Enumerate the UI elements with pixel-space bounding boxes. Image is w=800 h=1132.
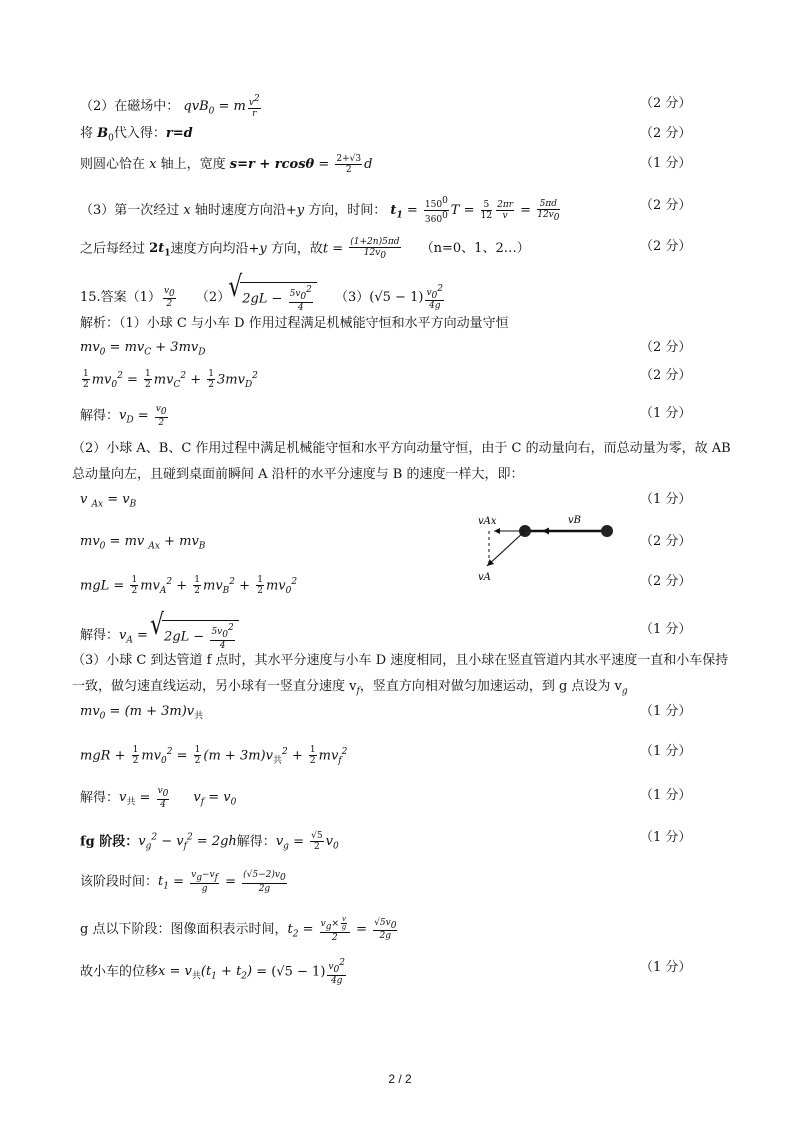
solve-va: 解得：$v_A$ = √ 2gL − $\frac{5v_0^2}{4}$: [80, 620, 640, 651]
score-label: （1 分）: [640, 156, 692, 171]
score-label: （1 分）: [640, 830, 692, 845]
momentum-eq2: $mv_0$ = mv $_{Ax} + mv_B$: [80, 534, 206, 552]
score-label: （2 分）: [640, 574, 692, 589]
page-number: 2 / 2: [388, 1072, 412, 1086]
vb-label: vB: [568, 515, 581, 526]
circle-center-width: 则圆心恰在 x 轴上，宽度 s=r + rcosθ = $\frac{2+√3}{2}$ d: [80, 154, 373, 175]
va-arrow: [487, 531, 525, 566]
score-label: （2 分）: [640, 340, 692, 355]
score-label: （1 分）: [640, 960, 692, 975]
score-label: （2 分）: [640, 534, 692, 549]
energy-eq1: $\frac{1}{2}$ $mv_0^2$ = $\frac{1}{2}$ $mv_C^2$ + $\frac{1}{2}$ $3mv_D^2$: [83, 369, 258, 391]
solve-vshared: 解得：$v_共$ = $\frac{v_0}{4}$ $v_f = v_0$: [80, 786, 237, 810]
analysis-part3: （3）小球 C 到达管道 f 点时，其水平分速度与小车 D 速度相同，且小球在竖直管道内其水平速度一直和小车保持一致，做匀速直线运动，另小球有一竖直分速度 $v_f$，竖直方向相对做匀加速运动，到 g 点设为 $v_g$: [72, 653, 729, 697]
analysis-part1: 解析：（1）小球 C 与小车 D 作用过程满足机械能守恒和水平方向动量守恒: [80, 316, 509, 331]
score-label: （2 分）: [640, 96, 692, 111]
magnetic-field-equation: （2）在磁场中： qvB$_0$ = m $\frac{v^2}{r}$: [80, 94, 260, 119]
solve-vd: 解得：$v_D$ = $\frac{v_0}{2}$: [80, 404, 167, 428]
periodic-time: 之后每经过 $2t_1$速度方向均沿+y 方向，故t = $\frac{(1+2n)5\pi d}{12v_0}$ （n=0、1、2…）: [80, 237, 530, 261]
ball-b: [601, 525, 613, 537]
analysis-part2: （2）小球 A、B、C 作用过程中满足机械能守恒和水平方向动量守恒，由于 C 的动量向右，而总动量为零，故 AB 总动量向左，且碰到桌面前瞬间 A 沿杆的水平分速度与 B 的速度一样大，即：: [72, 441, 731, 482]
substitute-b0: 将 $B_0$代入得：r=d: [80, 126, 193, 144]
score-label: （1 分）: [640, 406, 692, 421]
car-displacement: 故小车的位移$x = v_共(t_1 + t_2) = (√5 - 1)$ $\frac{v_0^2}{4g}$: [80, 958, 345, 986]
score-label: （1 分）: [640, 704, 692, 719]
momentum-eq3: $mv_0 = (m + 3m)v_共$: [80, 704, 204, 722]
score-label: （1 分）: [640, 744, 692, 759]
energy-eq3: mgR + $\frac{1}{2}$ $mv_0^2$ = $\frac{1}{2}$ $(m + 3m)v_共^2$ + $\frac{1}{2}$ $mv_f^2$: [80, 745, 348, 767]
va-label: vA: [478, 572, 491, 583]
vax-label: vAx: [478, 516, 497, 527]
velocity-eq: v $_{Ax} = v_B$: [80, 492, 137, 510]
stage-time-t2: g 点以下阶段：图像面积表示时间，$t_2$ = $v_g\times$ $\frac{v}{g}$ 2 = $\frac{√5v_0}{2g}$: [80, 915, 397, 943]
score-label: （2 分）: [640, 239, 692, 254]
momentum-eq1: $mv_0 = mv_C + 3mv_D$: [80, 340, 206, 358]
fg-stage: fg 阶段：$v_g^2 - v_f^2 = 2gh$解得：$v_g$ = $\frac{√5}{2}$ $v_0$: [80, 831, 339, 853]
score-label: （1 分）: [640, 622, 692, 637]
energy-eq2: mgL = $\frac{1}{2}$ $mv_A^2$ + $\frac{1}{2}$ $mv_B^2$ + $\frac{1}{2}$ $mv_0^2$: [80, 575, 298, 597]
q15-answers: 15.答案（1） $\frac{v_0}{2}$ （2）√ 2gL − $\frac{5v_0^2}{4}$ （3）(√5 − 1) $\frac{v_0^2}{4g}$: [80, 282, 640, 313]
score-label: （1 分）: [640, 492, 692, 507]
first-crossing-time: （3）第一次经过 x 轴时速度方向沿+y 方向，时间： $t_1$ = $\frac{150^0}{360^0}$ T = $\frac{5}{12}$ $\frac{2\pi r}{v}$ = $\frac{5\pi d}{12v_0}$: [80, 196, 560, 225]
score-label: （2 分）: [640, 368, 692, 383]
score-label: （2 分）: [640, 198, 692, 213]
score-label: （1 分）: [640, 788, 692, 803]
score-label: （2 分）: [640, 126, 692, 141]
velocity-diagram: [472, 510, 622, 590]
stage-time-t1: 该阶段时间：$t_1$ = $\frac{v_g-v_f}{g}$ = $\frac{(√5-2)v_0}{2g}$: [80, 870, 286, 894]
